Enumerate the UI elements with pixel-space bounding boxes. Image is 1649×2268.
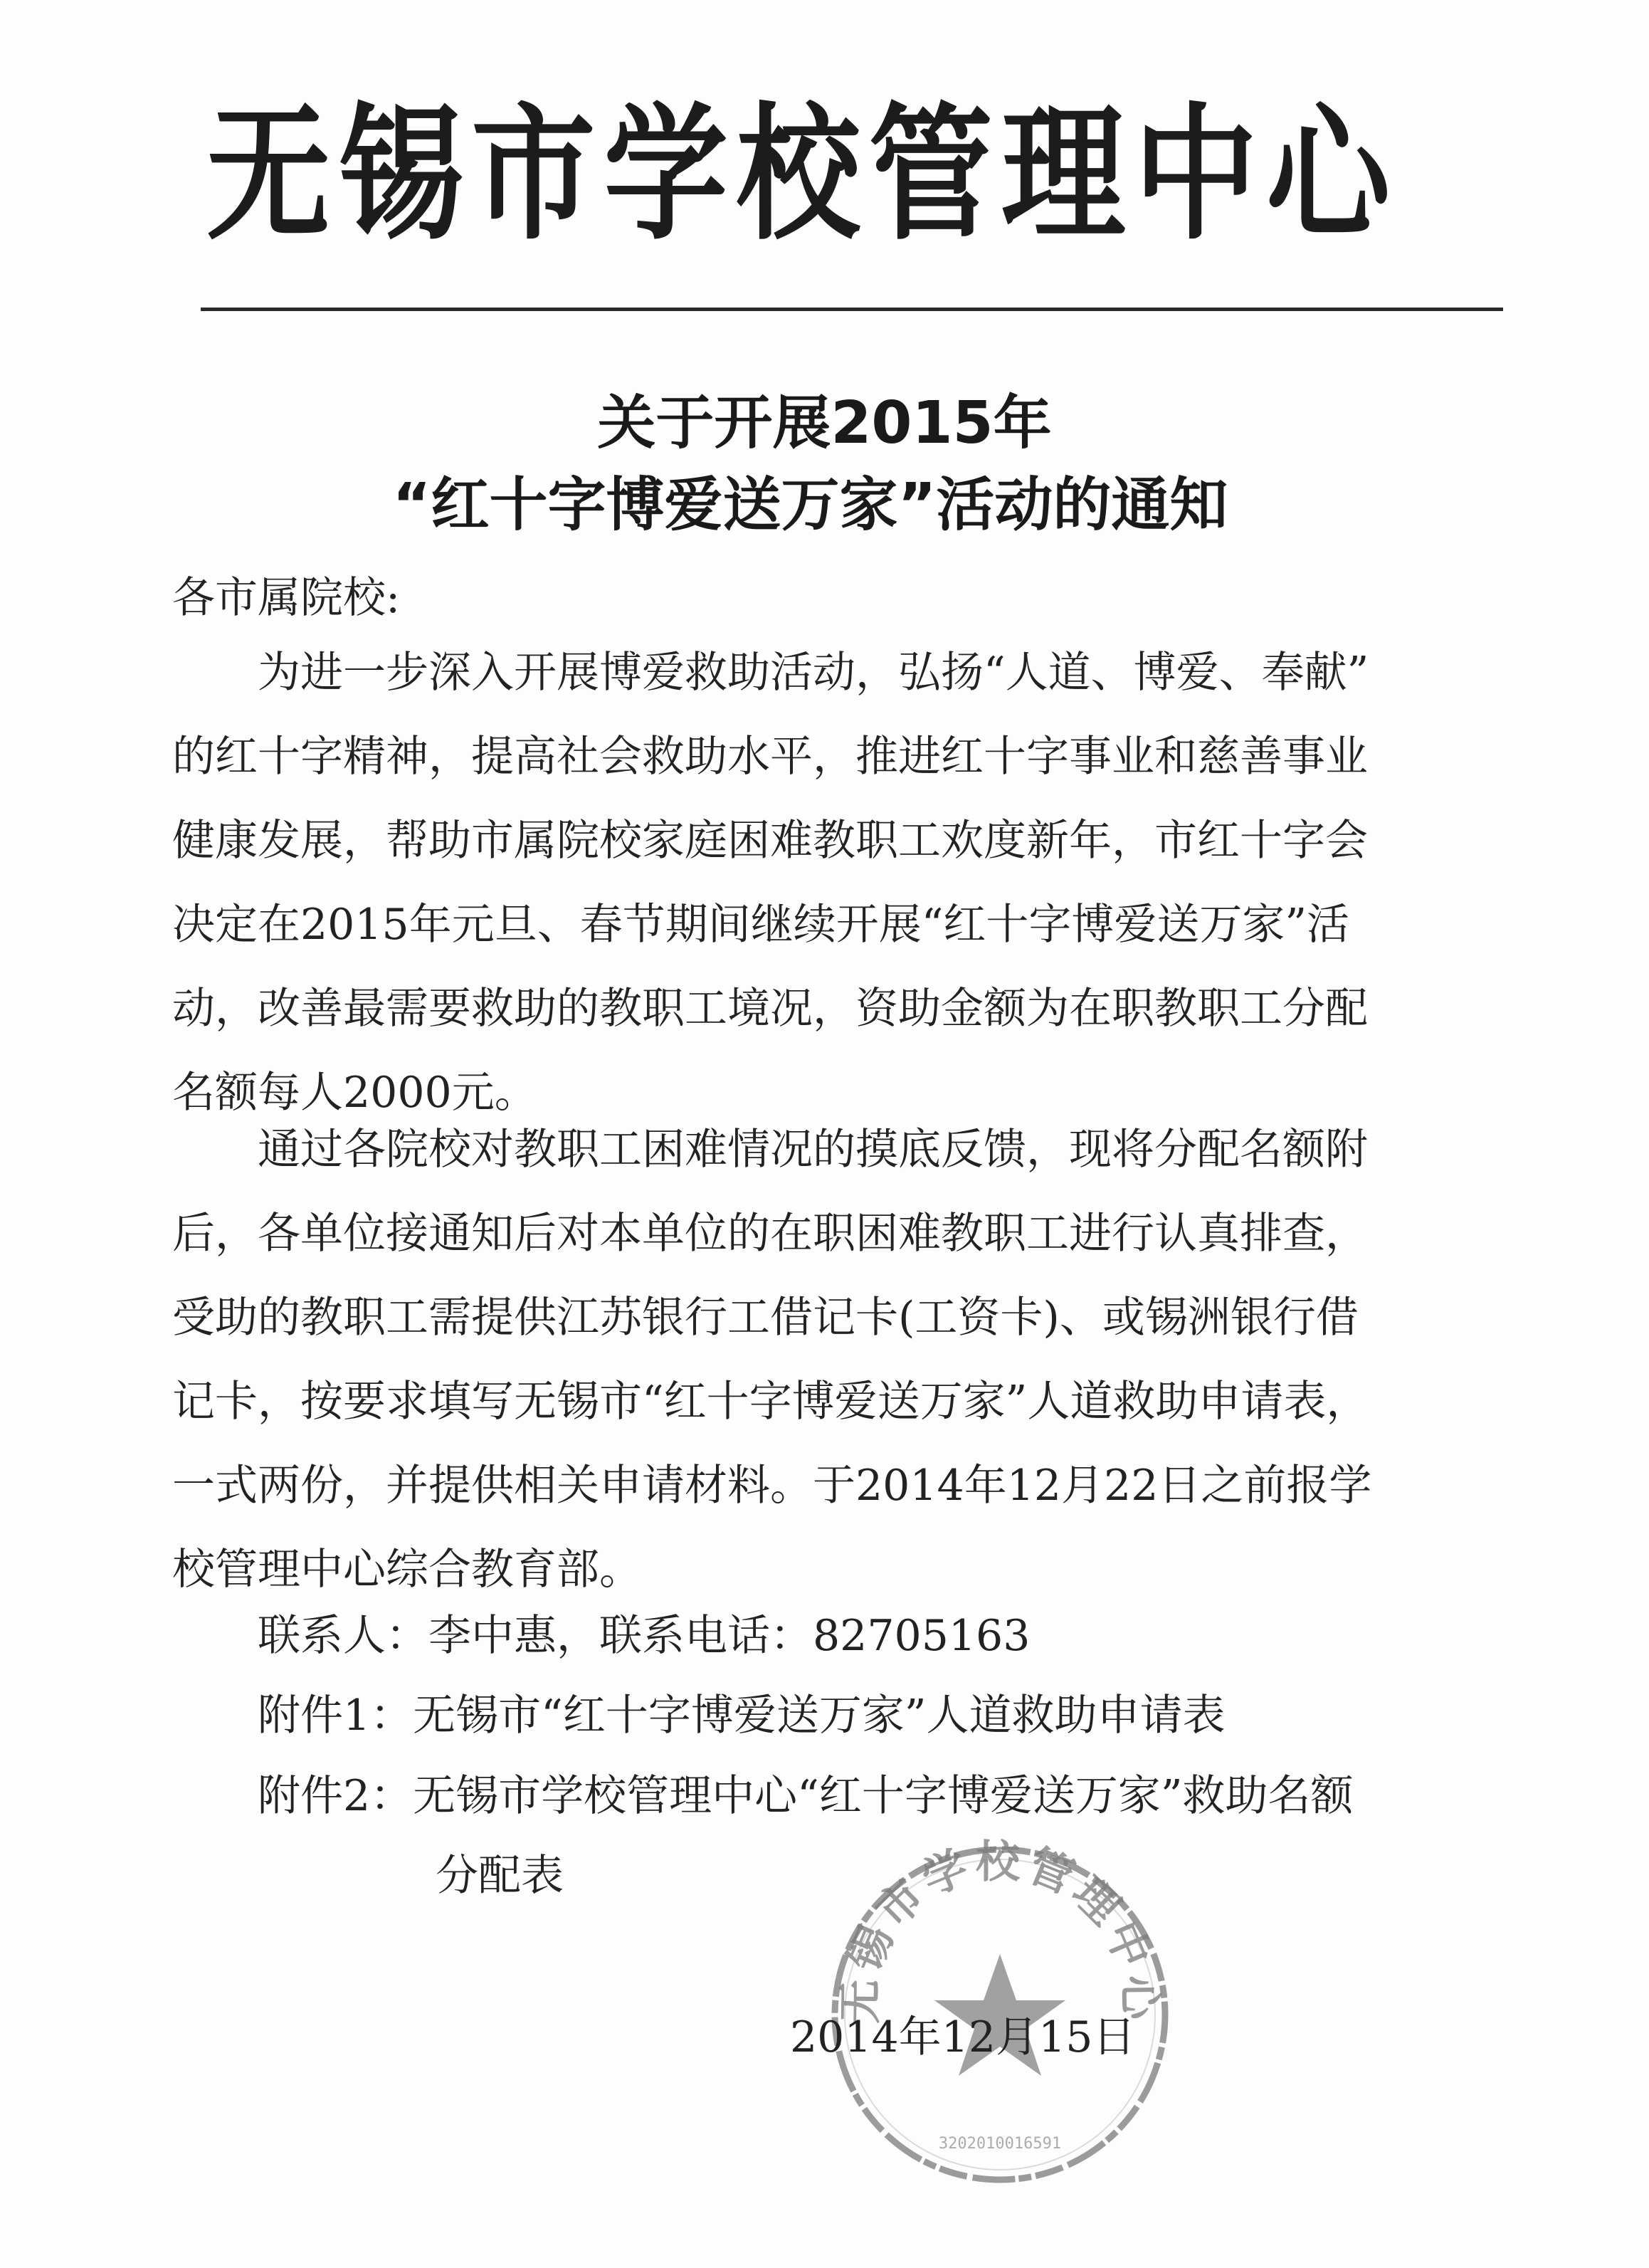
paragraph-1-line: 的红十字精神，提高社会救助水平，推进红十字事业和慈善事业 (172, 732, 1368, 782)
paragraph-1-line: 动，改善最需要救助的教职工境况，资助金额为在职教职工分配 (172, 984, 1368, 1034)
paragraph-2-line: 通过各院校对教职工困难情况的摸底反馈，现将分配名额附 (172, 1125, 1368, 1175)
attachment-2-line2: 分配表 (436, 1851, 564, 1901)
attachment-2-line1: 附件2：无锡市学校管理中心“红十字博爱送万家”救助名额 (172, 1771, 1354, 1821)
paragraph-2-line: 后，各单位接通知后对本单位的在职困难教职工进行认真排查， (172, 1209, 1368, 1259)
paragraph-1-line: 健康发展，帮助市属院校家庭困难教职工欢度新年，市红十字会 (172, 816, 1368, 866)
seal-text: 无锡市学校管理中心 (833, 1835, 1166, 2025)
paragraph-1-line: 决定在2015年元旦、春节期间继续开展“红十字博爱送万家”活 (172, 900, 1350, 950)
paragraph-2-line: 校管理中心综合教育部。 (172, 1545, 642, 1595)
paragraph-1-line: 为进一步深入开展博爱救助活动，弘扬“人道、博爱、奉献” (172, 648, 1369, 698)
attachment-1: 附件1：无锡市“红十字博爱送万家”人道救助申请表 (172, 1691, 1226, 1741)
notice-title-line1: 关于开展2015年 (597, 389, 1052, 457)
issue-date: 2014年12月15日 (790, 2012, 1136, 2062)
paragraph-1-line: 名额每人2000元。 (172, 1068, 537, 1118)
letterhead-divider (201, 308, 1503, 311)
letterhead-org-name: 无锡市学校管理中心 (206, 89, 1399, 260)
paragraph-2-line: 一式两份，并提供相关申请材料。于2014年12月22日之前报学 (172, 1461, 1372, 1511)
salutation: 各市属院校: (172, 573, 401, 623)
official-seal (815, 1829, 1185, 2185)
seal-number: 3202010016591 (938, 2135, 1062, 2153)
paragraph-2-line: 记卡，按要求填写无锡市“红十字博爱送万家”人道救助申请表， (172, 1377, 1369, 1427)
paragraph-2-line: 受助的教职工需提供江苏银行工借记卡(工资卡)、或锡洲银行借 (172, 1293, 1359, 1343)
notice-title-line2: “红十字博爱送万家”活动的通知 (392, 471, 1228, 539)
contact-line: 联系人：李中惠，联系电话：82705163 (172, 1611, 1031, 1661)
